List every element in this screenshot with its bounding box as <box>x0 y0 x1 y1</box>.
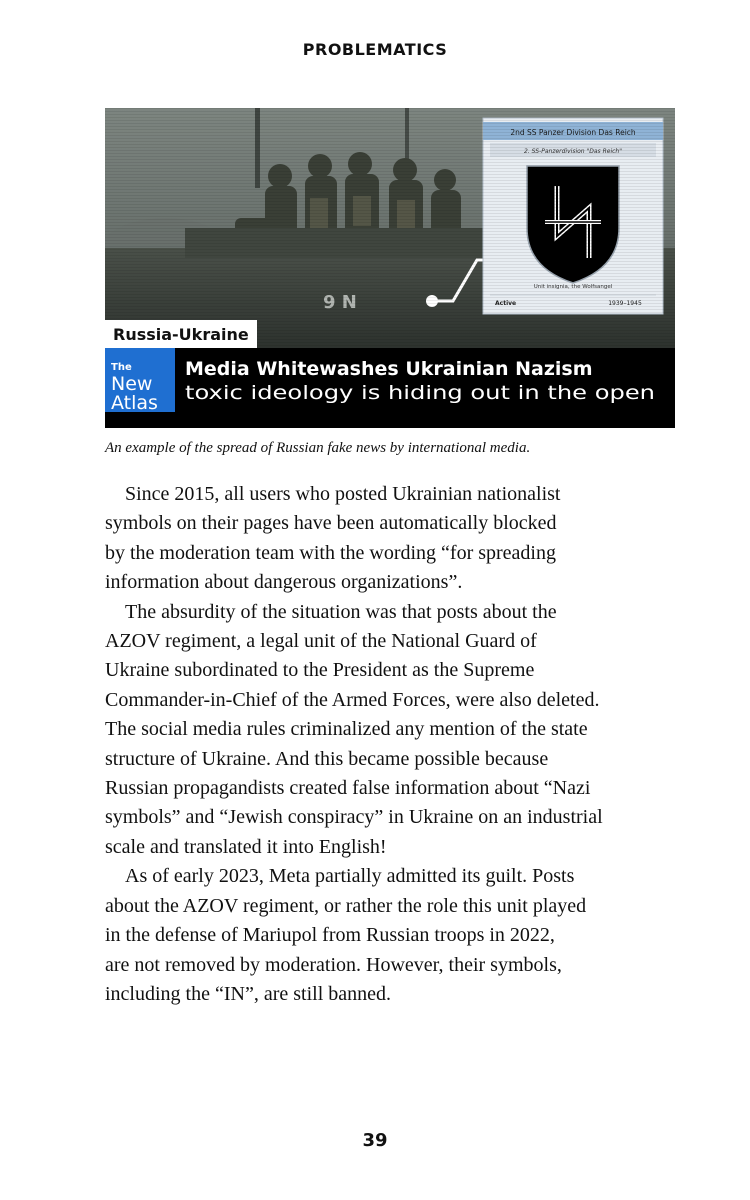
banner-tag: Russia-Ukraine <box>113 325 249 344</box>
body-paragraph: The absurdity of the situation was that posts about the AZOV regiment, a legal unit of the National Guard of Ukraine subordinated to the President as the Supreme Commander-in-Chief of the Armed Forces, were also deleted. The social media rules criminalized any mention of the state structure of Ukraine. And this became possible because Russian propagandists created false information about “Nazi symbols” and “Jewish conspiracy” in Ukraine on an industrial scale and translated it into English! <box>105 600 603 858</box>
body-paragraph: Since 2015, all users who posted Ukrainian nationalist symbols on their pages have been automatically blocked by the moderation team with the wording “for spreading information about dangerous organizations”. <box>105 483 561 594</box>
news-screenshot-figure <box>105 108 675 428</box>
running-title: PROBLEMATICS <box>302 40 448 59</box>
banner-headline: Media Whitewashes Ukrainian Nazism <box>185 358 593 380</box>
logo-line3: Atlas <box>111 392 158 414</box>
logo-line2: New <box>111 373 153 395</box>
page-number: 39 <box>362 1130 388 1151</box>
body-paragraph: As of early 2023, Meta partially admitted its guilt. Posts about the AZOV regiment, or rather the role this unit played in the defense of Mariupol from Russian troops in 2022, are not removed by moderation. However, their symbols, including the “IN”, are still banned. <box>105 865 587 1005</box>
logo-line1: The <box>111 362 132 373</box>
body-text <box>105 480 685 1009</box>
banner-subheadline: toxic ideology is hiding out in the open <box>185 382 655 404</box>
news-screenshot-image <box>105 108 675 428</box>
figure-caption: An example of the spread of Russian fake news by international media. <box>105 440 531 456</box>
